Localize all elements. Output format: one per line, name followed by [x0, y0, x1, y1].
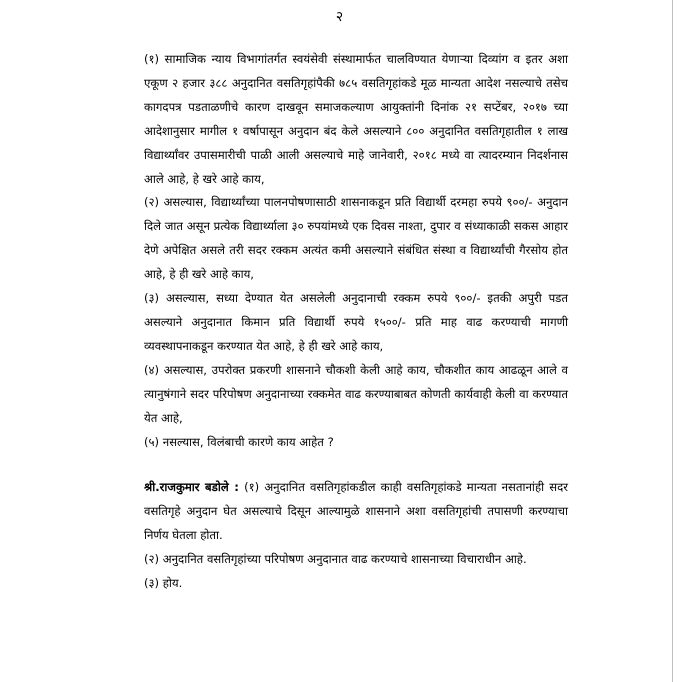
- question-item-2: (२) असल्यास, विद्यार्थ्यांच्या पालनपोषणासाठी शासनाकडून प्रति विद्यार्थी दरमहा रुपये ९००/- अनुदान दिले जात असून प्रत्येक विद्यार्थ्याला ३० रुपयांमध्ये एक दिवस नाश्ता, दुपार व संध्याकाळी सकस आहार देणे अपेक्षित असले तरी सदर रक्कम अत्यंत कमी असल्याने संबंधित संस्था व विद्यार्थ्यांची गैरसोय होत आहे, हे ही खरे आहे काय,: [144, 195, 568, 282]
- section-gap: [144, 454, 568, 476]
- answer-item-2: (२) अनुदानित वसतिगृहांच्या परिपोषण अनुदानात वाढ करण्याचे शासनाच्या विचाराधीन आहे.: [144, 552, 527, 567]
- question-item-1: (१) सामाजिक न्याय विभागांतर्गत स्वयंसेवी संस्थामार्फत चालविण्यात येणाऱ्या दिव्यांग व इतर अशा एकूण २ हजार ३८८ अनुदानित वसतिगृहांपैकी ७८५ वसतिगृहांकडे मूळ मान्यता आदेश नसल्याचे तसेच कागदपत्र पडताळणीचे कारण दाखवून समाजकल्याण आयुक्तांनी दिनांक २१ सप्टेंबर, २०१७ च्या आदेशानुसार मागील १ वर्षापासून अनुदान बंद केले असल्याने ८०० अनुदानित वसतिगृहातील १ लाख विद्यार्थ्यांवर उपासमारीची पाळी आली असल्याचे माहे जानेवारी, २०१८ मध्ये वा त्यादरम्यान निदर्शनास आले आहे, हे खरे आहे काय,: [144, 52, 568, 186]
- answer-item-1-text: (१) अनुदानित वसतिगृहांकडील काही वसतिगृहांकडे मान्यता नसतानांही सदर वसतिगृहे अनुदान घेत असल्याचे दिसून आल्यामुळे शासनाने अशा वसतिगृहांची तपासणी करण्याचा निर्णय घेतला होता.: [144, 480, 568, 543]
- page-number: २: [335, 9, 344, 25]
- page-edge-rule: [672, 0, 673, 682]
- answer-item-3: (३) होय.: [144, 576, 183, 591]
- answer-item-1: [144, 476, 568, 548]
- question-item-3: (३) असल्यास, सध्या देण्यात येत असलेली अनुदानाची रक्कम रुपये ९००/- इतकी अपुरी पडत असल्याने अनुदानात किमान प्रति विद्यार्थी रुपये १५००/- प्रति माह वाढ करण्याची मागणी व्यवस्थापनाकडून करण्यात येत आहे, हे ही खरे आहे काय,: [144, 291, 568, 353]
- document-body: [144, 48, 568, 596]
- question-item-4: (४) असल्यास, उपरोक्त प्रकरणी शासनाने चौकशी केली आहे काय, चौकशीत काय आढळून आले व त्यानुषंगाने सदर परिपोषण अनुदानाच्या रक्कमेत वाढ करण्याबाबत कोणती कार्यवाही केली वा करण्यात येत आहे,: [144, 362, 568, 425]
- answer-speaker: श्री.राजकुमार बडोले :: [144, 480, 239, 495]
- question-item-5: (५) नसल्यास, विलंबाची कारणे काय आहेत ?: [144, 434, 334, 449]
